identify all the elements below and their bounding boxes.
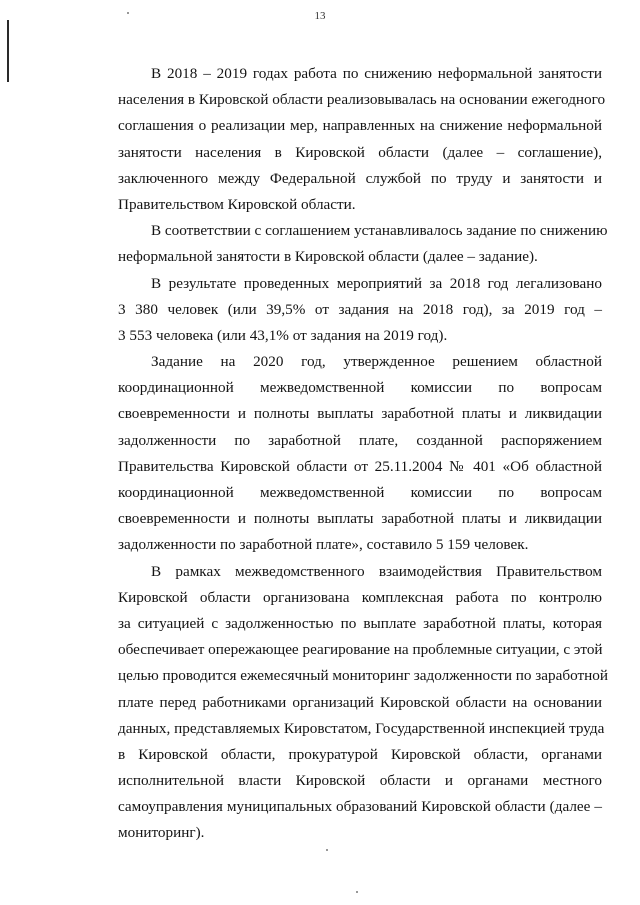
text-line: В 2018 – 2019 годах работа по снижению неформальной занятости bbox=[151, 65, 602, 82]
text-line: обеспечивает опережающее реагирование на проблемные ситуации, с этой bbox=[118, 641, 603, 659]
text-line: В соответствии с соглашением устанавливалось задание по снижению bbox=[151, 222, 608, 240]
text-line: соглашения о реализации мер, направленных на снижение неформальной bbox=[118, 117, 602, 135]
text-line: исполнительной власти Кировской области и органами местного bbox=[118, 772, 602, 790]
text-line: своевременности и полноты выплаты заработной платы и ликвидации bbox=[118, 405, 602, 423]
text-line: данных, представляемых Кировстатом, Государственной инспекцией труда bbox=[118, 719, 605, 737]
text-line: координационной межведомственной комиссии по вопросам bbox=[118, 379, 602, 397]
text-line: плате перед работниками организаций Кировской области на основании bbox=[118, 693, 602, 711]
paragraph-legalization-results bbox=[118, 271, 602, 350]
paragraph-informal-employment-agreement bbox=[118, 61, 606, 218]
text-line: Задание на 2020 год, утвержденное решением областной bbox=[151, 353, 602, 371]
text-line: своевременности и полноты выплаты заработной платы и ликвидации bbox=[118, 510, 602, 528]
text-line: Кировской области организована комплексная работа по контролю bbox=[118, 588, 602, 606]
scan-margin-mark bbox=[7, 20, 9, 82]
document-body bbox=[118, 61, 608, 847]
text-line: Правительства Кировской области от 25.11.2004 № 401 «Об областной bbox=[118, 457, 602, 475]
text-line: неформальной занятости в Кировской области (далее – задание). bbox=[118, 248, 538, 266]
text-line: за ситуацией с задолженностью по выплате заработной платы, которая bbox=[118, 614, 602, 632]
text-line: задолженности по заработной плате», составило 5 159 человек. bbox=[118, 536, 529, 554]
scan-speck bbox=[127, 12, 129, 14]
text-line: заключенного между Федеральной службой по труду и занятости и bbox=[118, 169, 602, 187]
scan-speck bbox=[356, 891, 358, 893]
text-line: 3 553 человека (или 43,1% от задания на 2019 год). bbox=[118, 326, 448, 344]
text-line: занятости населения в Кировской области (далее – соглашение), bbox=[118, 143, 602, 161]
text-line: задолженности по заработной плате, созданной распоряжением bbox=[118, 431, 602, 449]
text-line: Правительством Кировской области. bbox=[118, 195, 356, 213]
paragraph-task-definition bbox=[118, 218, 608, 270]
text-line: населения в Кировской области реализовывалась на основании ежегодного bbox=[118, 91, 606, 109]
scan-speck bbox=[326, 849, 328, 851]
page-number: 13 bbox=[314, 10, 326, 22]
paragraph-task-2020 bbox=[118, 349, 602, 559]
text-line: координационной межведомственной комиссии по вопросам bbox=[118, 484, 602, 501]
text-line: В результате проведенных мероприятий за 2018 год легализовано bbox=[151, 274, 602, 292]
text-line: самоуправления муниципальных образований Кировской области (далее – bbox=[118, 798, 602, 816]
text-line: в Кировской области, прокуратурой Кировской области, органами bbox=[118, 745, 602, 763]
paragraph-interagency-monitoring bbox=[118, 559, 608, 847]
text-line: мониторинг). bbox=[118, 824, 205, 842]
text-line: В рамках межведомственного взаимодействия Правительством bbox=[151, 562, 602, 580]
text-line: целью проводится ежемесячный мониторинг задолженности по заработной bbox=[118, 667, 608, 685]
text-line: 3 380 человек (или 39,5% от задания на 2018 год), за 2019 год – bbox=[118, 300, 602, 318]
